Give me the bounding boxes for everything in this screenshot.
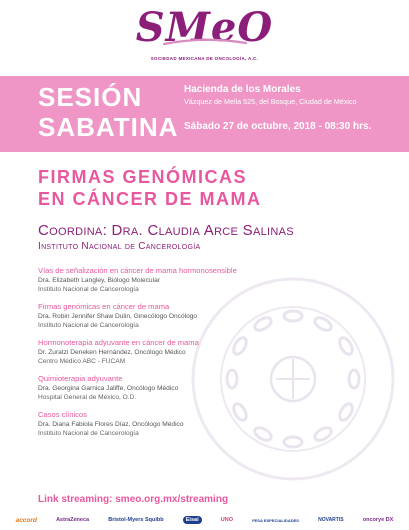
logo: [0, 6, 409, 61]
talk-place: Hospital General de México, O.D.: [38, 394, 137, 401]
sponsor-bar: [0, 510, 409, 530]
sponsor-logo: accord: [15, 516, 37, 524]
session-title-line1: SESIÓN: [38, 82, 143, 112]
talk-title: Casos clínicos: [38, 410, 87, 419]
talk-place: Centro Médico ABC - FUCAM: [38, 358, 126, 365]
venue-address: Vázquez de Mella 525, del Bosque, Ciudad de México: [184, 97, 357, 106]
logo-subtitle: SOCIEDAD MEXICANA DE ONCOLOGÍA, A.C.: [150, 56, 259, 61]
session-title: [38, 82, 178, 142]
streaming-link[interactable]: Link streaming: smeo.org.mx/streaming: [38, 494, 229, 505]
talk-place: Instituto Nacional de Cancerología: [38, 286, 139, 293]
talk-item: [38, 302, 378, 330]
event-datetime: Sábado 27 de octubre, 2018 - 08:30 hrs.: [184, 121, 372, 132]
talk-title: Firmas genómicas en cáncer de mama: [38, 302, 170, 311]
talk-speaker: Dra. Georgina Garnica Jaliffe, Oncólogo Médico: [38, 385, 179, 392]
coordinator-institute: Instituto Nacional de Cancerología: [38, 241, 201, 252]
sponsor-logo: Bristol-Myers Squibb: [108, 517, 164, 523]
sponsor-logo: NOVARTIS: [318, 517, 344, 523]
talk-title: Hormonoterapia adyuvante en cáncer de mama: [38, 338, 199, 347]
sponsor-logo: UNO: [220, 517, 234, 523]
talk-speaker: Dr. Zuratzi Deneken Hernández, Oncólogo Médico: [38, 349, 186, 356]
talk-title: Quimioterapia adyuvante: [38, 374, 123, 383]
talk-title: Vías de señalización en cáncer de mama hormonosensible: [38, 266, 237, 275]
talks-list: [38, 266, 378, 446]
talk-item: [38, 338, 378, 366]
event-title-line2: EN CÁNCER DE MAMA: [38, 189, 262, 209]
talk-item: [38, 374, 378, 402]
logo-text: SMeO: [135, 4, 274, 51]
talk-speaker: Dra. Diana Fabiola Flores Díaz, Oncólogo Médico: [38, 421, 184, 428]
sponsor-logo: Eisai: [183, 516, 202, 524]
talk-item: [38, 266, 378, 294]
venue-name: Hacienda de los Morales: [184, 84, 301, 95]
talk-place: Instituto Nacional de Cancerología: [38, 430, 139, 437]
logo-swoosh-icon: [162, 38, 248, 47]
venue-info: [184, 83, 371, 133]
sponsor-logo: AstraZeneca: [56, 517, 90, 523]
session-title-line2: SABATINA: [38, 112, 179, 142]
talk-speaker: Dra. Robin Jennifer Shaw Dulin, Ginecólogo Oncólogo: [38, 313, 198, 320]
talk-place: Instituto Nacional de Cancerología: [38, 322, 139, 329]
sponsor-logo: FESA ESPECIALIDADES: [252, 517, 299, 523]
sponsor-logo: oncorye DX: [362, 517, 394, 523]
event-title: [38, 166, 262, 210]
coordinator: Coordina: Dra. Claudia Arce Salinas: [38, 222, 294, 239]
talk-item: [38, 410, 378, 438]
event-title-line1: FIRMAS GENÓMICAS: [38, 167, 248, 187]
talk-speaker: Dra. Elizabeth Langley, Biólogo Molecular: [38, 277, 160, 284]
